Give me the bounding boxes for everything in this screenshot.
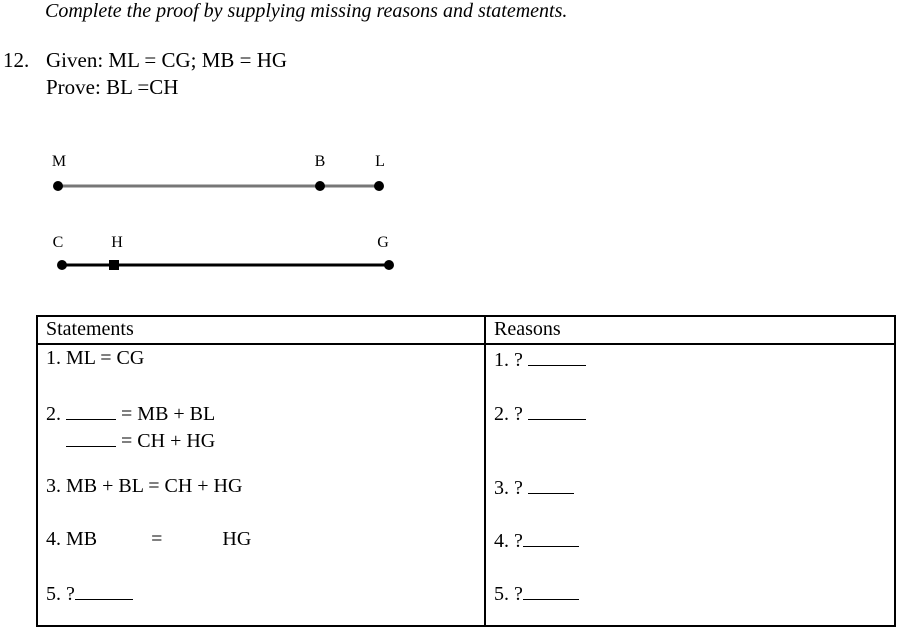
table-header-row (37, 316, 895, 344)
statement-4-right: HG (222, 528, 252, 550)
reasons-column (485, 344, 895, 626)
statement-5-blank[interactable] (75, 581, 133, 600)
instructions: Complete the proof by supplying missing reasons and statements. (45, 0, 568, 22)
reason-4 (486, 528, 894, 581)
label-b: B (314, 153, 326, 170)
statement-4-equals: = (151, 528, 163, 550)
statement-2-number: 2. (46, 403, 61, 425)
statement-3-text: 3. MB + BL = CH + HG (46, 475, 243, 497)
label-m: M (51, 153, 67, 170)
label-l: L (375, 153, 385, 170)
reason-2-text: 2. ? (494, 403, 523, 425)
statement-1 (38, 345, 484, 401)
segment-cg (53, 234, 394, 270)
point-l (374, 181, 384, 191)
reasons-header: Reasons (485, 316, 895, 344)
reason-1-text: 1. ? (494, 349, 523, 371)
statement-2-line-1: = MB + BL (121, 403, 216, 425)
reason-1 (486, 345, 894, 401)
statement-5 (38, 581, 484, 625)
reason-3-text: 3. ? (494, 477, 523, 499)
statement-1-text: 1. ML = CG (46, 347, 145, 369)
label-g: G (377, 234, 389, 251)
reason-3 (486, 475, 894, 528)
reason-4-blank[interactable] (523, 528, 579, 547)
reason-3-blank[interactable] (528, 475, 574, 494)
reason-5 (486, 581, 894, 625)
point-b (315, 181, 325, 191)
statement-5-text: 5. ? (46, 583, 75, 605)
point-c (57, 260, 67, 270)
segment-ml (52, 153, 385, 191)
point-m (53, 181, 63, 191)
statement-3 (38, 475, 484, 528)
statement-2-blank-2[interactable] (66, 428, 116, 447)
statement-2-line-2: = CH + HG (121, 430, 216, 452)
proof-table (36, 315, 896, 627)
problem-number: 12. (3, 48, 30, 72)
statement-2 (38, 401, 484, 475)
given-statement: Given: ML = CG; MB = HG (46, 48, 288, 72)
reason-2-blank[interactable] (528, 401, 586, 420)
statement-2-blank-1[interactable] (66, 401, 116, 420)
statement-4 (38, 528, 484, 581)
table-body-row (37, 344, 895, 626)
prove-statement: Prove: BL =CH (46, 75, 179, 99)
reason-2 (486, 401, 894, 475)
statements-column (37, 344, 485, 626)
point-h (109, 260, 119, 270)
reason-5-blank[interactable] (523, 581, 579, 600)
statements-header: Statements (37, 316, 485, 344)
reason-1-blank[interactable] (528, 347, 586, 366)
point-g (384, 260, 394, 270)
segment-diagram (0, 0, 898, 300)
label-c: C (52, 234, 64, 251)
label-h: H (111, 234, 123, 251)
reason-5-text: 5. ? (494, 583, 523, 605)
statement-4-left: 4. MB (46, 528, 98, 550)
reason-4-text: 4. ? (494, 530, 523, 552)
